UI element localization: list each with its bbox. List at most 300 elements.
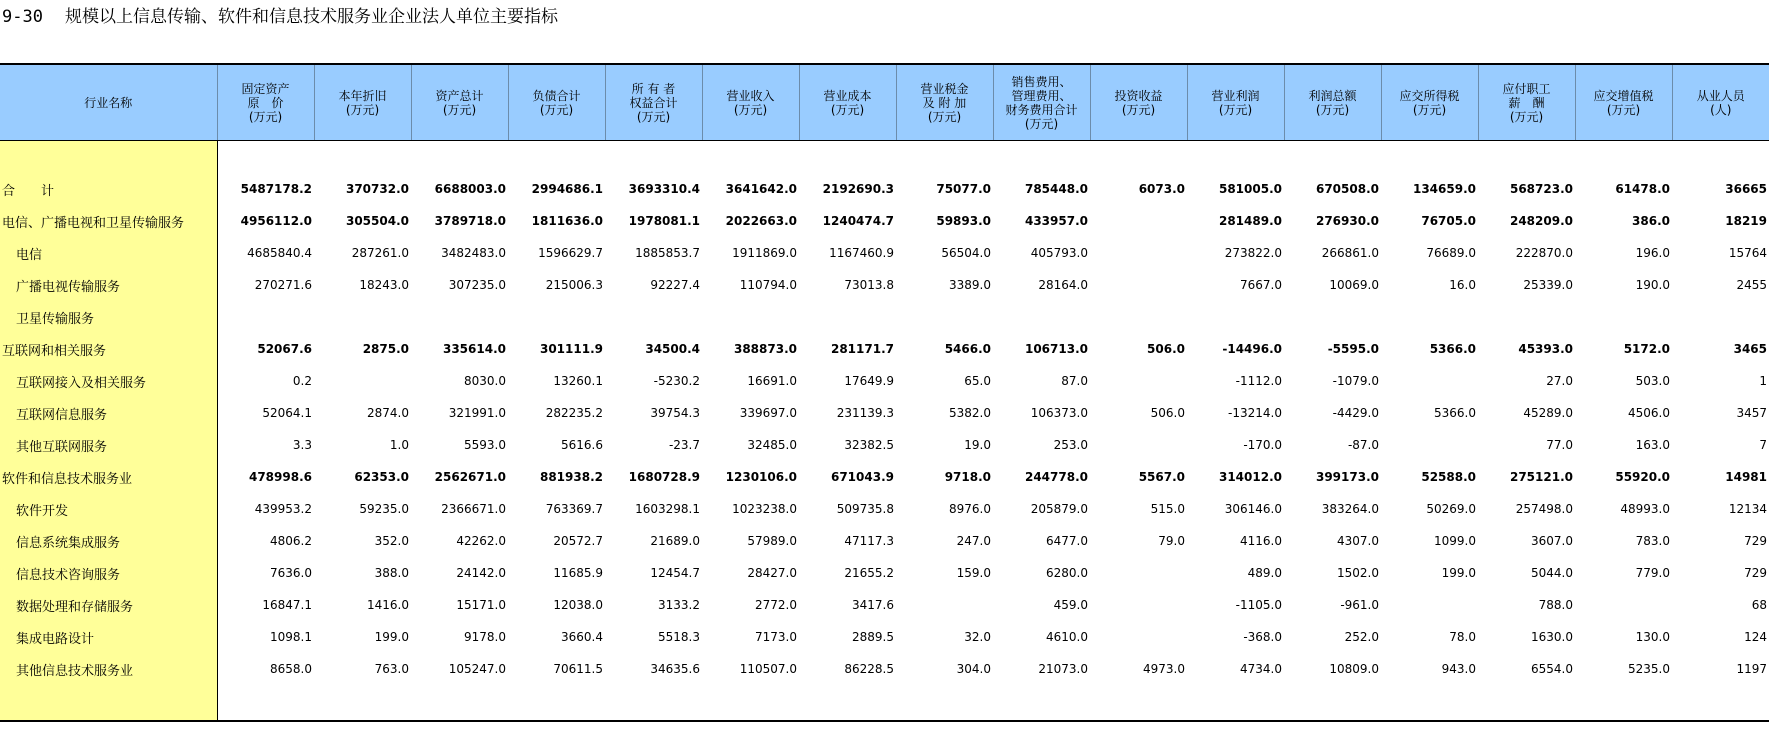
value-cell: 1603298.1 [635, 502, 700, 516]
value-cell: 52067.6 [257, 342, 312, 356]
value-cell: 1596629.7 [538, 246, 603, 260]
page-title [2, 4, 558, 30]
value-cell: 1680728.9 [628, 470, 700, 484]
value-cell [1090, 365, 1187, 397]
value-cell [314, 301, 411, 333]
value-cell: 729 [1744, 534, 1767, 548]
indicator-table [0, 63, 1769, 722]
value-cell: 231139.3 [836, 406, 894, 420]
table-row [0, 205, 1769, 237]
spacer-row [0, 141, 1769, 174]
value-cell: 18219 [1725, 214, 1767, 228]
column-header: 本年折旧 (万元) [314, 64, 411, 141]
value-cell: 339697.0 [739, 406, 797, 420]
value-cell [1090, 237, 1187, 269]
value-cell: 6554.0 [1531, 662, 1573, 676]
value-cell: 788.0 [1538, 598, 1573, 612]
value-cell: 9718.0 [944, 470, 991, 484]
column-header: 投资收益 (万元) [1090, 64, 1187, 141]
value-cell: 159.0 [956, 566, 991, 580]
value-cell: -14496.0 [1222, 342, 1282, 356]
value-cell: 335614.0 [442, 342, 506, 356]
value-cell: 2192690.3 [822, 182, 894, 196]
value-cell: 20572.7 [553, 534, 603, 548]
value-cell: 307235.0 [448, 278, 506, 292]
value-cell: 39754.3 [650, 406, 700, 420]
value-cell: 163.0 [1635, 438, 1670, 452]
value-cell: 301111.9 [539, 342, 603, 356]
value-cell: 5567.0 [1138, 470, 1185, 484]
value-cell: 3133.2 [658, 598, 700, 612]
value-cell: 943.0 [1441, 662, 1476, 676]
industry-name-cell: 广播电视传输服务 [0, 269, 217, 301]
value-cell: 439953.2 [254, 502, 312, 516]
value-cell: 273822.0 [1224, 246, 1282, 260]
table-row [0, 365, 1769, 397]
value-cell: 785448.0 [1024, 182, 1088, 196]
value-cell: 47117.3 [844, 534, 894, 548]
value-cell: 28164.0 [1038, 278, 1088, 292]
value-cell: 783.0 [1635, 534, 1670, 548]
value-cell: 21655.2 [844, 566, 894, 580]
table-row [0, 173, 1769, 205]
value-cell [1090, 557, 1187, 589]
value-cell [1090, 269, 1187, 301]
table-row [0, 525, 1769, 557]
table-row [0, 397, 1769, 429]
value-cell: 3457 [1736, 406, 1767, 420]
value-cell: 55920.0 [1615, 470, 1670, 484]
value-cell: 10069.0 [1329, 278, 1379, 292]
value-cell: 57989.0 [747, 534, 797, 548]
value-cell: 12038.0 [553, 598, 603, 612]
table-row [0, 621, 1769, 653]
value-cell: 3607.0 [1531, 534, 1573, 548]
value-cell: 59893.0 [936, 214, 991, 228]
value-cell: 4973.0 [1143, 662, 1185, 676]
value-cell: 7 [1759, 438, 1767, 452]
value-cell: 247.0 [956, 534, 991, 548]
value-cell: 370732.0 [345, 182, 409, 196]
value-cell: 4806.2 [270, 534, 312, 548]
column-header: 营业收入 (万元) [702, 64, 799, 141]
value-cell: 21689.0 [650, 534, 700, 548]
value-cell: 65.0 [964, 374, 991, 388]
value-cell: 1240474.7 [822, 214, 894, 228]
value-cell: -1105.0 [1235, 598, 1282, 612]
value-cell: 190.0 [1635, 278, 1670, 292]
value-cell: 24142.0 [456, 566, 506, 580]
value-cell [1187, 301, 1284, 333]
value-cell: 388873.0 [733, 342, 797, 356]
value-cell: 5382.0 [949, 406, 991, 420]
value-cell: 16847.1 [262, 598, 312, 612]
value-cell: 306146.0 [1224, 502, 1282, 516]
value-cell: 270271.6 [254, 278, 312, 292]
value-cell: 8976.0 [949, 502, 991, 516]
value-cell: 86228.5 [844, 662, 894, 676]
value-cell: 1197 [1736, 662, 1767, 676]
value-cell: 78.0 [1449, 630, 1476, 644]
value-cell: 15171.0 [456, 598, 506, 612]
value-cell [896, 301, 993, 333]
value-cell: 87.0 [1061, 374, 1088, 388]
value-cell: -23.7 [668, 438, 700, 452]
value-cell: 0.2 [292, 374, 312, 388]
value-cell [314, 365, 411, 397]
value-cell: 275121.0 [1509, 470, 1573, 484]
value-cell: -4429.0 [1332, 406, 1379, 420]
value-cell: 105247.0 [448, 662, 506, 676]
value-cell [1090, 621, 1187, 653]
value-cell: 52064.1 [262, 406, 312, 420]
value-cell: 32485.0 [747, 438, 797, 452]
value-cell [1381, 589, 1478, 621]
value-cell: 282235.2 [545, 406, 603, 420]
value-cell: 134659.0 [1412, 182, 1476, 196]
value-cell: 6688003.0 [434, 182, 506, 196]
value-cell: 2366671.0 [441, 502, 506, 516]
value-cell: 2772.0 [755, 598, 797, 612]
value-cell: -961.0 [1340, 598, 1379, 612]
value-cell: -87.0 [1347, 438, 1379, 452]
column-header: 利润总额 (万元) [1284, 64, 1381, 141]
value-cell [896, 589, 993, 621]
value-cell: 68 [1751, 598, 1767, 612]
value-cell: 1911869.0 [732, 246, 797, 260]
value-cell: 12454.7 [650, 566, 700, 580]
value-cell: 5593.0 [464, 438, 506, 452]
table-body [0, 141, 1769, 722]
table-row [0, 653, 1769, 685]
value-cell: 205879.0 [1030, 502, 1088, 516]
table-row [0, 589, 1769, 621]
value-cell: 4610.0 [1046, 630, 1088, 644]
industry-name-cell: 集成电路设计 [0, 621, 217, 653]
value-cell: 21073.0 [1038, 662, 1088, 676]
table-row [0, 333, 1769, 365]
value-cell: 12134 [1728, 502, 1767, 516]
value-cell [1478, 301, 1575, 333]
value-cell: 32382.5 [844, 438, 894, 452]
value-cell: 383264.0 [1321, 502, 1379, 516]
value-cell: 1630.0 [1531, 630, 1573, 644]
value-cell: 248209.0 [1509, 214, 1573, 228]
value-cell: 4307.0 [1337, 534, 1379, 548]
value-cell: 5487178.2 [240, 182, 312, 196]
value-cell: 61478.0 [1615, 182, 1670, 196]
value-cell: 1230106.0 [725, 470, 797, 484]
value-cell: 7173.0 [755, 630, 797, 644]
value-cell: 1023238.0 [732, 502, 797, 516]
value-cell: 244778.0 [1024, 470, 1088, 484]
value-cell: 4956112.0 [240, 214, 312, 228]
value-cell: 5366.0 [1434, 406, 1476, 420]
column-header: 从业人员 (人) [1672, 64, 1769, 141]
value-cell [1575, 589, 1672, 621]
value-cell [993, 301, 1090, 333]
value-cell: 405793.0 [1030, 246, 1088, 260]
value-cell: 50269.0 [1426, 502, 1476, 516]
value-cell: 670508.0 [1315, 182, 1379, 196]
value-cell: 222870.0 [1515, 246, 1573, 260]
value-cell: 76689.0 [1426, 246, 1476, 260]
value-cell: 459.0 [1053, 598, 1088, 612]
column-header: 应付职工 薪 酬 (万元) [1478, 64, 1575, 141]
value-cell: 52588.0 [1421, 470, 1476, 484]
value-cell: 70611.5 [553, 662, 603, 676]
value-cell: 34635.6 [650, 662, 700, 676]
value-cell: 266861.0 [1321, 246, 1379, 260]
value-cell: 1099.0 [1434, 534, 1476, 548]
value-cell: 671043.9 [830, 470, 894, 484]
value-cell: 4734.0 [1240, 662, 1282, 676]
column-header: 固定资产 原 价 (万元) [217, 64, 314, 141]
value-cell: 2022663.0 [725, 214, 797, 228]
value-cell: 25339.0 [1523, 278, 1573, 292]
value-cell: 8030.0 [464, 374, 506, 388]
spacer-row [0, 685, 1769, 721]
value-cell: 321991.0 [448, 406, 506, 420]
value-cell: 14981 [1725, 470, 1767, 484]
value-cell: 75077.0 [936, 182, 991, 196]
value-cell [217, 301, 314, 333]
value-cell: 3693310.4 [628, 182, 700, 196]
value-cell: 881938.2 [539, 470, 603, 484]
value-cell: 1 [1759, 374, 1767, 388]
value-cell: 13260.1 [553, 374, 603, 388]
value-cell: 5235.0 [1628, 662, 1670, 676]
industry-name-cell: 电信 [0, 237, 217, 269]
column-header: 营业利润 (万元) [1187, 64, 1284, 141]
value-cell: 2455 [1736, 278, 1767, 292]
value-cell: -5595.0 [1327, 342, 1379, 356]
value-cell: 3660.4 [561, 630, 603, 644]
value-cell [799, 301, 896, 333]
value-cell: 196.0 [1635, 246, 1670, 260]
value-cell: 56504.0 [941, 246, 991, 260]
table-row [0, 429, 1769, 461]
value-cell: 7667.0 [1240, 278, 1282, 292]
column-header: 销售费用、 管理费用、 财务费用合计 (万元) [993, 64, 1090, 141]
industry-name-cell: 电信、广播电视和卫星传输服务 [0, 205, 217, 237]
value-cell: 11685.9 [553, 566, 603, 580]
value-cell: 489.0 [1247, 566, 1282, 580]
table-row [0, 237, 1769, 269]
value-cell: 27.0 [1546, 374, 1573, 388]
industry-name-cell: 数据处理和存储服务 [0, 589, 217, 621]
value-cell: 92227.4 [650, 278, 700, 292]
value-cell: 16.0 [1449, 278, 1476, 292]
industry-name-cell: 其他信息技术服务业 [0, 653, 217, 685]
industry-name-cell: 软件和信息技术服务业 [0, 461, 217, 493]
industry-name-cell: 互联网接入及相关服务 [0, 365, 217, 397]
value-cell: 5172.0 [1623, 342, 1670, 356]
value-cell: 779.0 [1635, 566, 1670, 580]
value-cell: 48993.0 [1620, 502, 1670, 516]
value-cell: 36665 [1725, 182, 1767, 196]
column-header: 应交增值税 (万元) [1575, 64, 1672, 141]
value-cell [1090, 429, 1187, 461]
value-cell: 515.0 [1150, 502, 1185, 516]
value-cell: 4506.0 [1628, 406, 1670, 420]
value-cell: 4685840.4 [247, 246, 312, 260]
value-cell: 6073.0 [1138, 182, 1185, 196]
industry-name-cell: 卫星传输服务 [0, 301, 217, 333]
value-cell: 5466.0 [944, 342, 991, 356]
value-cell: 1167460.9 [829, 246, 894, 260]
table-row [0, 269, 1769, 301]
value-cell: 17649.9 [844, 374, 894, 388]
value-cell: 568723.0 [1509, 182, 1573, 196]
table-row [0, 461, 1769, 493]
value-cell: 45393.0 [1518, 342, 1573, 356]
table-title: 规模以上信息传输、软件和信息技术服务业企业法人单位主要指标 [64, 7, 558, 27]
value-cell: -170.0 [1243, 438, 1282, 452]
value-cell: 6477.0 [1046, 534, 1088, 548]
industry-name-cell: 合 计 [0, 173, 217, 205]
value-cell: 2875.0 [362, 342, 409, 356]
industry-name-cell: 信息系统集成服务 [0, 525, 217, 557]
value-cell: 3.3 [292, 438, 312, 452]
value-cell: 5616.6 [561, 438, 603, 452]
value-cell: -5230.2 [653, 374, 700, 388]
value-cell: 3482483.0 [441, 246, 506, 260]
value-cell: 276930.0 [1315, 214, 1379, 228]
value-cell: 386.0 [1632, 214, 1670, 228]
value-cell: 1.0 [389, 438, 409, 452]
value-cell: -1112.0 [1235, 374, 1282, 388]
value-cell: 763369.7 [545, 502, 603, 516]
value-cell: 729 [1744, 566, 1767, 580]
value-cell: 34500.4 [645, 342, 700, 356]
value-cell [1090, 301, 1187, 333]
value-cell [702, 301, 799, 333]
value-cell: 62353.0 [354, 470, 409, 484]
value-cell: 506.0 [1147, 342, 1185, 356]
value-cell: 215006.3 [545, 278, 603, 292]
value-cell: 110794.0 [739, 278, 797, 292]
column-header: 资产总计 (万元) [411, 64, 508, 141]
value-cell [411, 301, 508, 333]
table-row [0, 557, 1769, 589]
value-cell: 28427.0 [747, 566, 797, 580]
value-cell: 10809.0 [1329, 662, 1379, 676]
column-header: 应交所得税 (万元) [1381, 64, 1478, 141]
industry-name-cell: 其他互联网服务 [0, 429, 217, 461]
value-cell [1381, 365, 1478, 397]
value-cell [1381, 301, 1478, 333]
value-cell: 763.0 [374, 662, 409, 676]
value-cell: 2874.0 [367, 406, 409, 420]
value-cell: 8658.0 [270, 662, 312, 676]
value-cell: 399173.0 [1315, 470, 1379, 484]
value-cell: 18243.0 [359, 278, 409, 292]
value-cell [605, 301, 702, 333]
industry-name-cell: 软件开发 [0, 493, 217, 525]
value-cell: 2994686.1 [531, 182, 603, 196]
value-cell: 304.0 [956, 662, 991, 676]
value-cell: 1416.0 [367, 598, 409, 612]
table-number: 9-30 [2, 7, 43, 27]
value-cell [1090, 589, 1187, 621]
value-cell: 76705.0 [1421, 214, 1476, 228]
value-cell: 45289.0 [1523, 406, 1573, 420]
value-cell: 16691.0 [747, 374, 797, 388]
value-cell: -1079.0 [1332, 374, 1379, 388]
value-cell: 1502.0 [1337, 566, 1379, 580]
value-cell: 3389.0 [949, 278, 991, 292]
value-cell [1381, 429, 1478, 461]
value-cell: 3641642.0 [725, 182, 797, 196]
value-cell: 3789718.0 [434, 214, 506, 228]
column-header: 负债合计 (万元) [508, 64, 605, 141]
value-cell [1672, 301, 1769, 333]
value-cell: 314012.0 [1218, 470, 1282, 484]
table-row [0, 301, 1769, 333]
value-cell [1575, 301, 1672, 333]
value-cell: 1978081.1 [628, 214, 700, 228]
value-cell: 433957.0 [1024, 214, 1088, 228]
value-cell: 1885853.7 [635, 246, 700, 260]
value-cell: 106373.0 [1030, 406, 1088, 420]
column-header: 营业成本 (万元) [799, 64, 896, 141]
value-cell [1284, 301, 1381, 333]
header-industry-name: 行业名称 [0, 64, 217, 141]
table-row [0, 493, 1769, 525]
value-cell: 1098.1 [270, 630, 312, 644]
value-cell: 79.0 [1158, 534, 1185, 548]
value-cell: 199.0 [1441, 566, 1476, 580]
value-cell: 252.0 [1344, 630, 1379, 644]
value-cell [1090, 205, 1187, 237]
value-cell: 6280.0 [1046, 566, 1088, 580]
industry-name-cell: 信息技术咨询服务 [0, 557, 217, 589]
value-cell: 73013.8 [844, 278, 894, 292]
value-cell: 42262.0 [456, 534, 506, 548]
column-header: 营业税金 及 附 加 (万元) [896, 64, 993, 141]
value-cell: 15764 [1728, 246, 1767, 260]
column-header: 所 有 者 权益合计 (万元) [605, 64, 702, 141]
value-cell: 305504.0 [345, 214, 409, 228]
value-cell: 130.0 [1635, 630, 1670, 644]
value-cell: 7636.0 [270, 566, 312, 580]
value-cell: 19.0 [964, 438, 991, 452]
header-row [0, 64, 1769, 141]
value-cell: 503.0 [1635, 374, 1670, 388]
value-cell: 3465 [1733, 342, 1767, 356]
value-cell: 257498.0 [1515, 502, 1573, 516]
value-cell: 478998.6 [248, 470, 312, 484]
value-cell: 2562671.0 [434, 470, 506, 484]
value-cell: 352.0 [374, 534, 409, 548]
value-cell: 4116.0 [1240, 534, 1282, 548]
value-cell: 1811636.0 [531, 214, 603, 228]
value-cell: 506.0 [1150, 406, 1185, 420]
value-cell: 124 [1744, 630, 1767, 644]
industry-name-cell: 互联网信息服务 [0, 397, 217, 429]
value-cell [508, 301, 605, 333]
value-cell: 281171.7 [830, 342, 894, 356]
value-cell: 199.0 [374, 630, 409, 644]
value-cell: 59235.0 [359, 502, 409, 516]
value-cell: 5044.0 [1531, 566, 1573, 580]
value-cell: 5366.0 [1429, 342, 1476, 356]
value-cell: 281489.0 [1218, 214, 1282, 228]
value-cell: 581005.0 [1218, 182, 1282, 196]
value-cell: 509735.8 [836, 502, 894, 516]
value-cell: 110507.0 [739, 662, 797, 676]
